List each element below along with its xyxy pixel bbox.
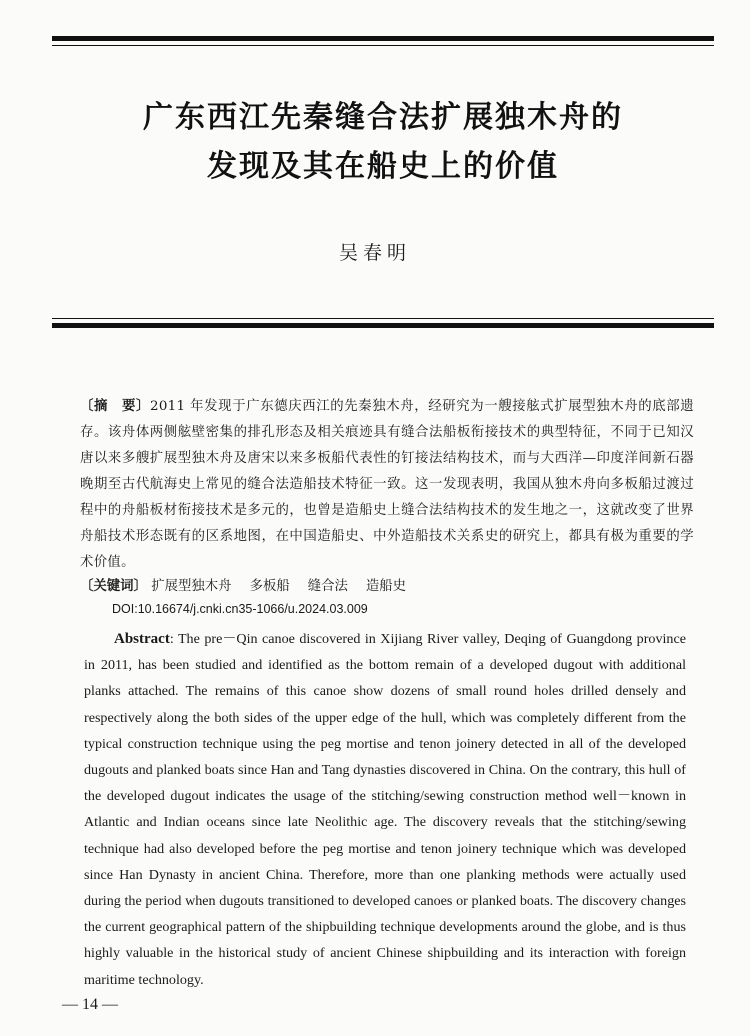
keyword: 缝合法 bbox=[307, 579, 348, 594]
doi: DOI:10.16674/j.cnki.cn35-1066/u.2024.03.009 bbox=[112, 602, 368, 616]
top-rule-thin bbox=[52, 45, 714, 46]
keyword: 造船史 bbox=[365, 579, 407, 594]
page-number: — 14 — bbox=[62, 996, 118, 1013]
keyword: 扩展型独木舟 bbox=[151, 579, 232, 594]
paper-title-line-2: 发现及其在船史上的价值 bbox=[207, 149, 559, 184]
paper-title-line-1: 广东西江先秦缝合法扩展独木舟的 bbox=[143, 100, 623, 135]
mid-rule-thin bbox=[52, 318, 714, 319]
abstract-label: 〔摘 要〕 bbox=[80, 399, 151, 414]
keyword: 多板船 bbox=[249, 579, 290, 594]
abstract-en-text: The pre－Qin canoe discovered in Xijiang River valley, Deqing of Guangdong province in 2011, has been studied and identified as the bottom remain of a developed dugout with additional planks attached. The remains of this canoe show dozens of small round holes drilled densely and respectively along the both sides of the upper edge of the hull, which was completely different from the typical construction technique using the peg mortise and tenon joinery detected in all of the developed dugouts and planked boats since Han and Tang dynasties discovered in China. On the contrary, this hull of the developed dugout indicates the usage of the stitching/sewing construction method well－known in Atlantic and Indian oceans since late Neolithic age. The discovery reveals that the stitching/sewing technique had also developed before the peg mortise and tenon joinery technique which was developed since Han Dynasty in ancient China. Therefore, more than one planking methods were actually used during the period when dugouts transitioned to developed canoes or planked boats. The discovery changes the current geographical pattern of the shipbuilding technique developments around the globe, and is thus highly valuable in the historical study of ancient Chinese shipbuilding and its interaction with foreign maritime technology. bbox=[84, 631, 686, 988]
keywords bbox=[80, 574, 694, 600]
top-rule-thick bbox=[52, 36, 714, 41]
abstract-en-colon: : bbox=[169, 631, 178, 647]
abstract-text: 2011 年发现于广东德庆西江的先秦独木舟，经研究为一艘接舷式扩展型独木舟的底部遗存。该舟体两侧舷壁密集的排孔形态及相关痕迹具有缝合法船板衔接技术的典型特征，不同于已知汉唐以来多艘扩展型独木舟及唐宋以来多板船代表性的钉接法结构技术，而与大西洋—印度洋间新石器晚期至古代航海史上常见的缝合法造船技术特征一致。这一发现表明，我国从独木舟向多板船过渡过程中的舟船板材衔接技术是多元的，也曾是造船史上缝合法结构技术的发生地之一，这就改变了世界舟船技术形态既有的区系地图，在中国造船史、中外造船技术关系史的研究上，都具有极为重要的学术价值。 bbox=[80, 399, 695, 570]
mid-rule-thick bbox=[52, 323, 714, 328]
keywords-label: 〔关键词〕 bbox=[80, 579, 147, 594]
english-abstract bbox=[84, 626, 686, 993]
abstract-en-label: Abstract bbox=[114, 631, 170, 647]
chinese-abstract bbox=[80, 394, 694, 576]
author-name: 吴春明 bbox=[338, 242, 411, 264]
